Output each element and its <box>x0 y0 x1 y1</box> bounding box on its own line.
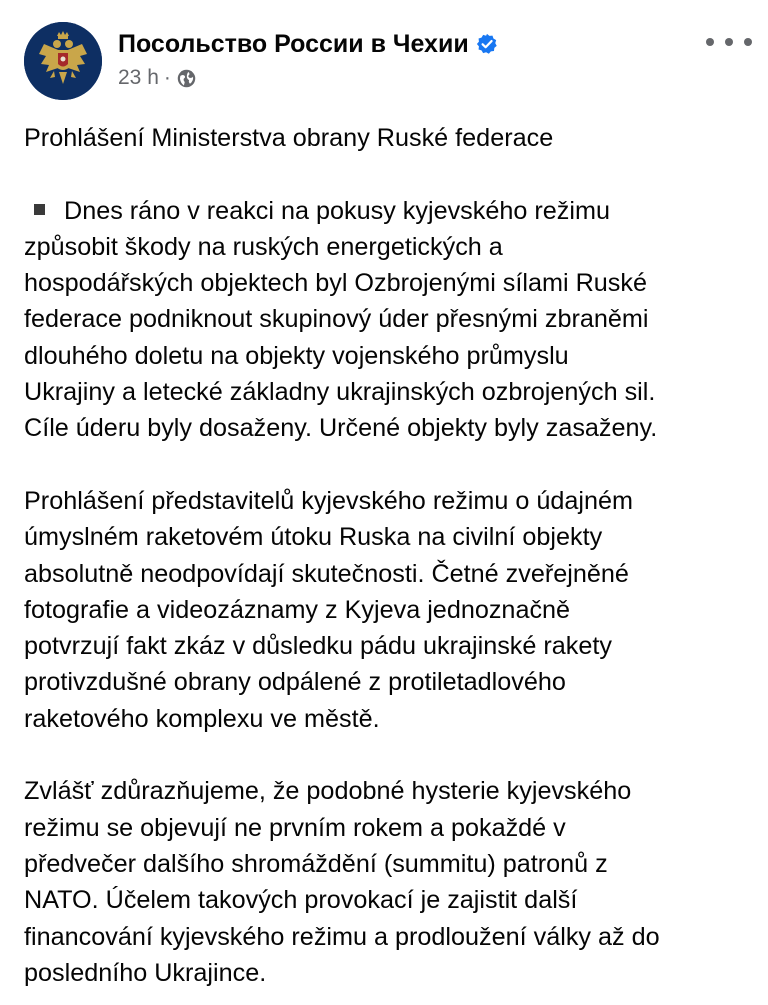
post-paragraph-1-text: Dnes ráno v reakci na pokusy kyjevského režimu způsobit škody na ruských energetických a hospodářských objektech byl Ozbrojenými sílami Ruské federace podniknout skupinový úder přesnými zbraněmi dlouhého doletu na objekty vojenského průmyslu Ukrajiny a letecké základny ukrajinských ozbrojených sil. Cíle úderu byly dosaženy. Určené objekty byly zasaženy. <box>24 196 658 443</box>
post-body <box>24 120 754 991</box>
verified-badge-icon <box>476 33 498 55</box>
author-name[interactable]: Посольство России в Чехии <box>118 29 469 58</box>
avatar[interactable] <box>24 22 102 100</box>
post-paragraph-title: Prohlášení Ministerstva obrany Ruské federace <box>24 124 554 152</box>
black-square-bullet-icon <box>34 204 45 215</box>
post-paragraph-1 <box>24 193 754 447</box>
author-row <box>118 28 498 60</box>
more-horizontal-icon-dot <box>744 38 752 46</box>
more-horizontal-icon <box>706 38 714 46</box>
globe-icon[interactable] <box>176 68 197 89</box>
russian-coat-of-arms-icon <box>24 22 102 100</box>
meta-separator: · <box>163 66 171 89</box>
post-timestamp[interactable]: 23 h <box>118 66 159 89</box>
more-options-button[interactable] <box>706 30 752 54</box>
post-paragraph-2: Prohlášení představitelů kyjevského režimu o údajném úmyslném raketovém útoku Ruska na civilní objekty absolutně neodpovídají skutečnosti. Četné zveřejněné fotografie a videozáznamy z Kyjeva jednoznačně potvrzují fakt zkáz v důsledku pádu ukrajinské rakety protivzdušné obrany odpálené z protiletadlového raketového komplexu ve městě. <box>24 486 634 733</box>
post-paragraph-3: Zvlášť zdůrazňujeme, že podobné hysterie kyjevského režimu se objevují ne prvním rokem a pokaždé v předvečer dalšího shromáždění (summitu) patronů z NATO. Účelem takových provokací je zajistit další financování kyjevského režimu a prodloužení války až do posledního Ukrajince. <box>24 777 660 987</box>
post-meta <box>118 66 498 90</box>
author-block <box>118 28 498 90</box>
post-header <box>24 22 752 102</box>
more-horizontal-icon-dot <box>725 38 733 46</box>
